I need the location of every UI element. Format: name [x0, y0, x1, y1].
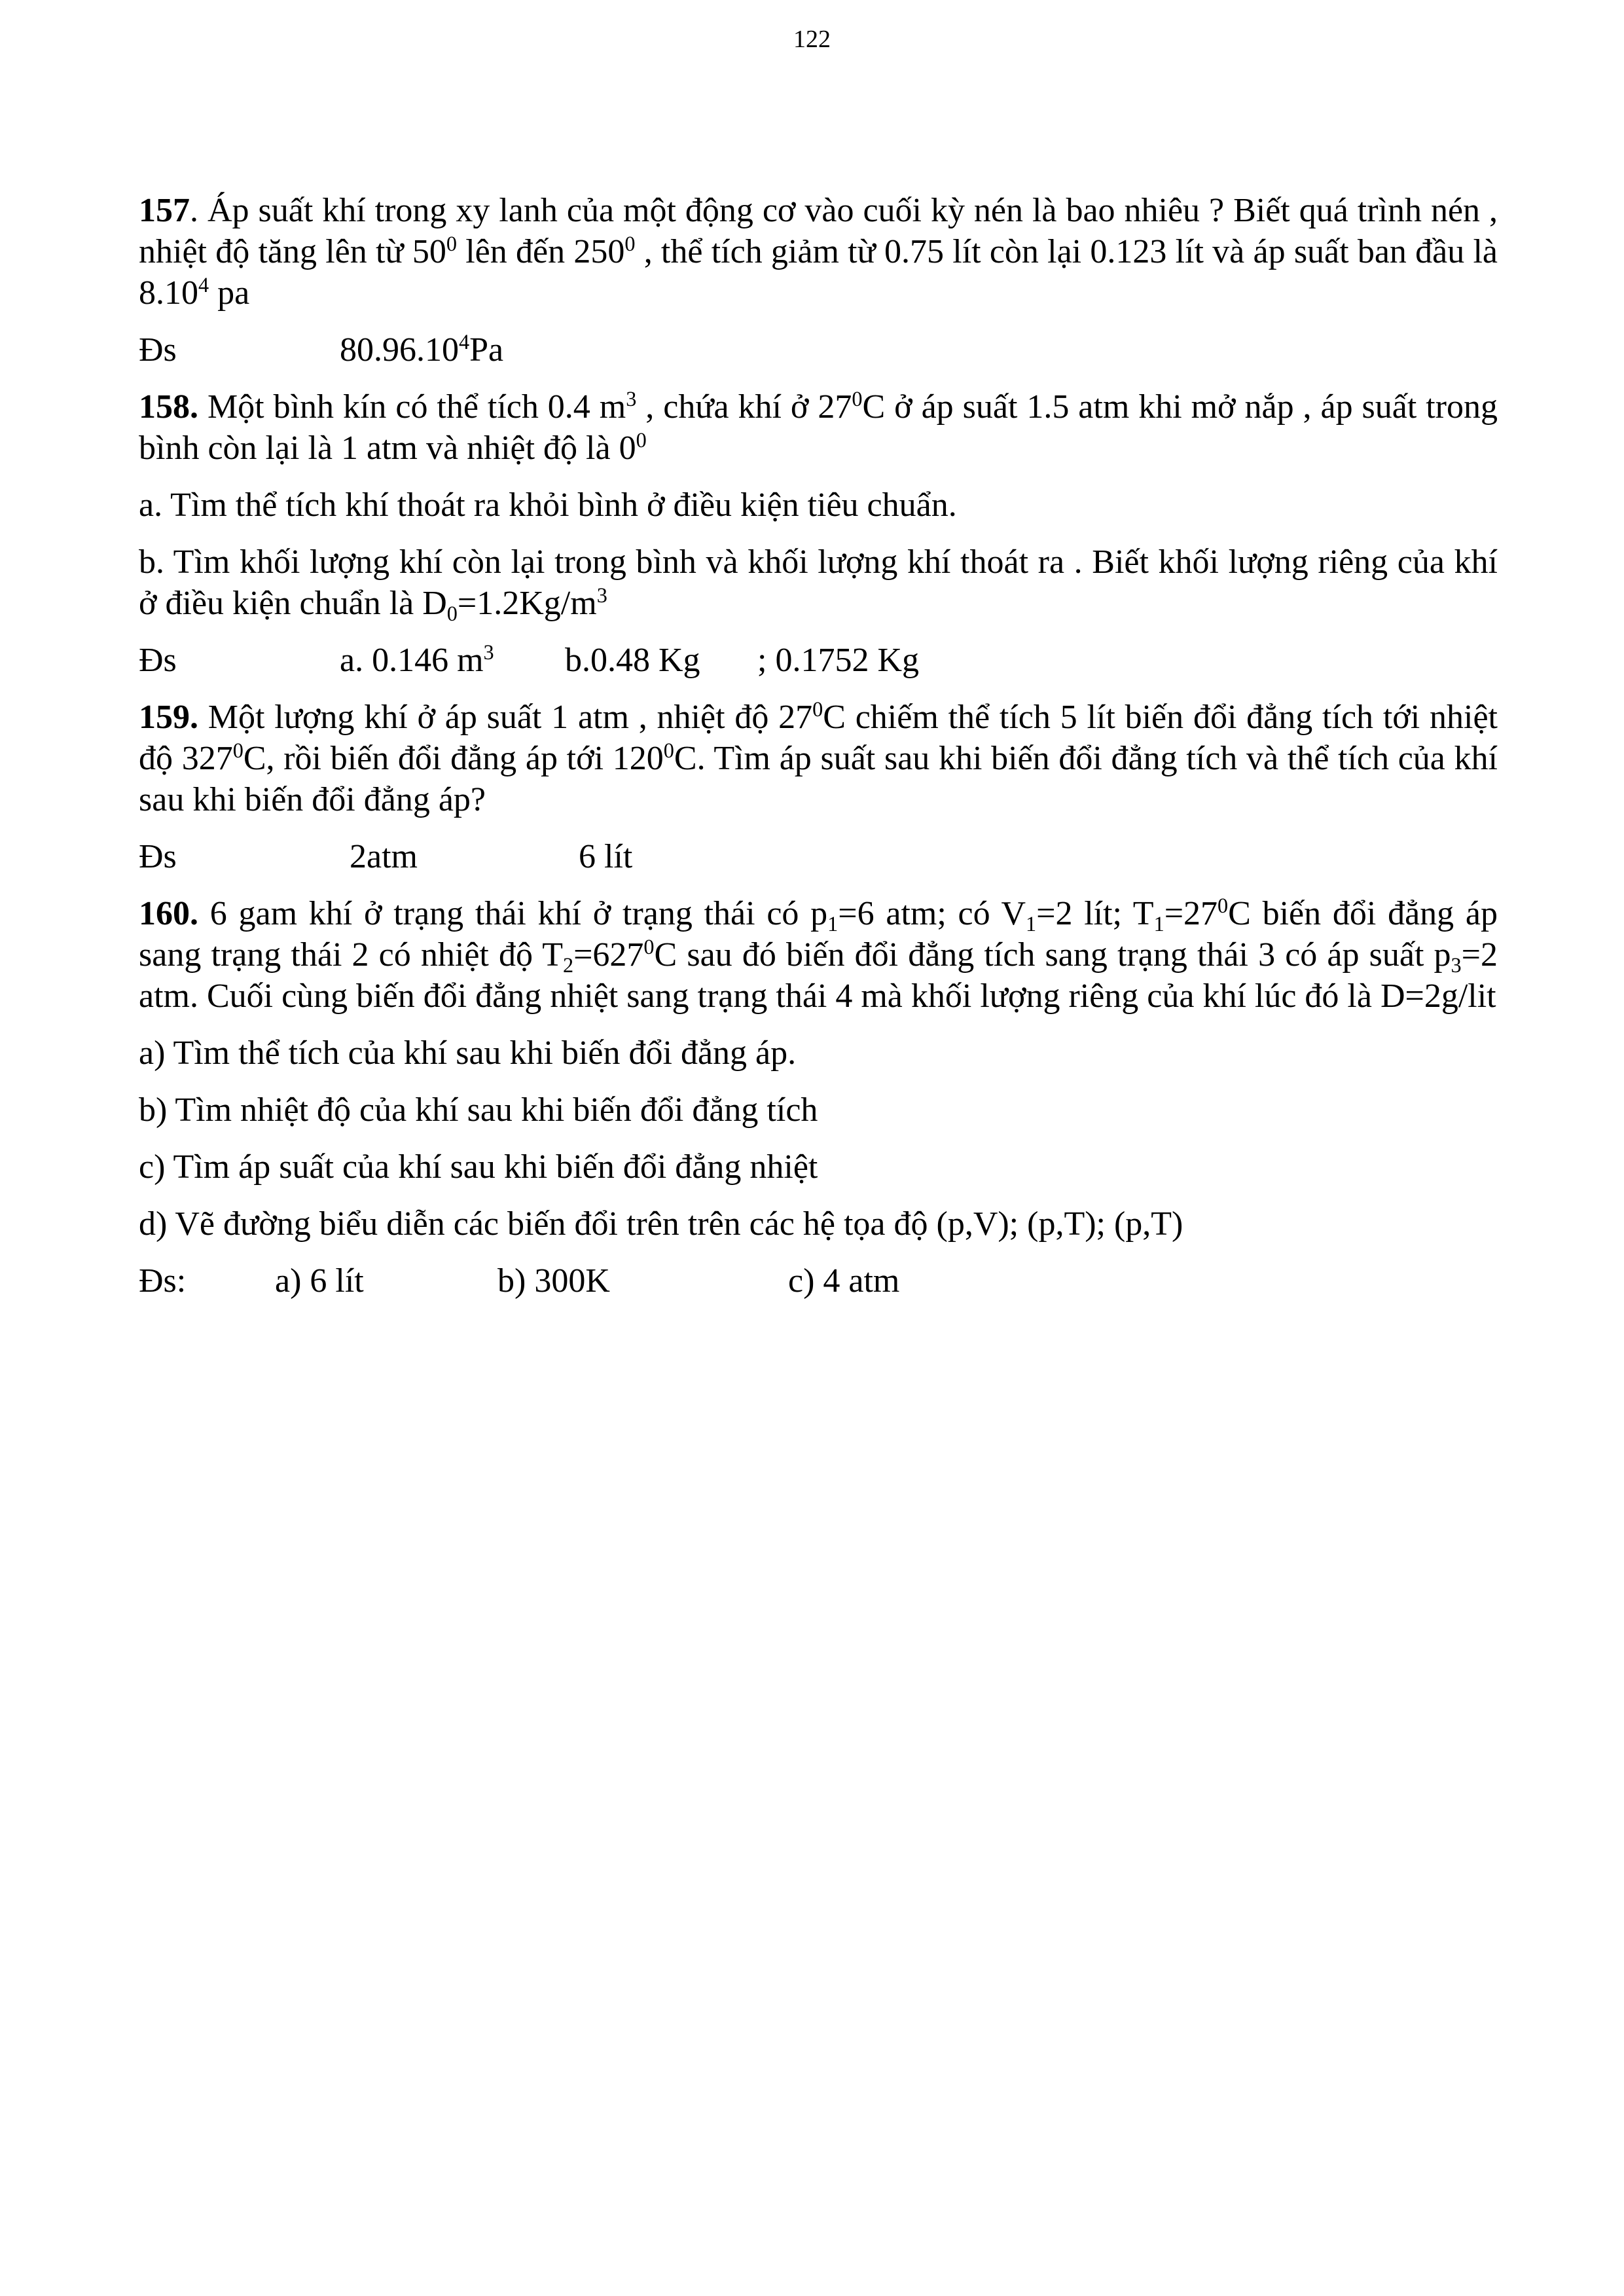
answer-value-b: b) 300K	[497, 1262, 610, 1300]
problem-159: 159. Một lượng khí ở áp suất 1 atm , nhiệt độ $27^0C$ chiếm thể tích 5 lít biến đổi đẳng tích tới nhiệt độ $327^0C$, rồi biến đổi đẳng áp tới $120^0C$. Tìm áp suất sau khi biến đổi đẳng tích và thể tích của khí sau khi biến đổi đẳng áp?	[139, 697, 1498, 818]
answer-value-a: a. 0.146 $m^3$	[340, 640, 494, 679]
answer-value-a: a) 6 lít	[275, 1262, 364, 1300]
answer-160	[139, 1260, 1498, 1302]
answer-157	[139, 329, 1498, 371]
document-body	[139, 190, 1498, 1317]
answer-label: Đs	[139, 838, 177, 875]
answer-value-a: 2atm	[350, 838, 418, 875]
answer-label: Đs:	[139, 1262, 187, 1300]
problem-157: 157. Áp suất khí trong xy lanh của một động cơ vào cuối kỳ nén là bao nhiêu ? Biết quá trình nén , nhiệt độ tăng lên từ $50^0$ lên đến $250^0$ , thể tích giảm từ 0.75 lít còn lại 0.123 lít và áp suất ban đầu là 8.10$^4$ pa	[139, 192, 1498, 312]
problem-160-part-a: a) Tìm thể tích của khí sau khi biến đổi đẳng áp.	[139, 1034, 797, 1072]
problem-160-part-b: b) Tìm nhiệt độ của khí sau khi biến đổi đẳng tích	[139, 1091, 818, 1129]
problem-number: 157	[139, 192, 190, 229]
problem-158: 158. Một bình kín có thể tích 0.4 $m^3$ , chứa khí ở $27^0C$ ở áp suất 1.5 atm khi mở nắp , áp suất trong bình còn lại là 1 atm và nhiệt độ là $0^0$	[139, 387, 1498, 467]
answer-value-c: c) 4 atm	[788, 1262, 900, 1300]
answer-value: 80.96.10$^4$Pa	[340, 330, 504, 369]
answer-158	[139, 640, 1498, 681]
problem-160-part-d: d) Vẽ đường biểu diễn các biến đổi trên trên các hệ tọa độ (p,V); (p,T); (p,T)	[139, 1205, 1183, 1243]
problem-number: 158.	[139, 388, 198, 426]
answer-label: Đs	[139, 642, 177, 679]
problem-160-part-c: c) Tìm áp suất của khí sau khi biến đổi đẳng nhiệt	[139, 1148, 818, 1186]
answer-label: Đs	[139, 331, 177, 369]
problem-number: 160.	[139, 895, 198, 932]
problem-160: 160. 6 gam khí ở trạng thái khí ở trạng thái có $p_1=6$ atm; có $V_1=2$ lít; $T_1=27^0C$ biến đổi đẳng áp sang trạng thái 2 có nhiệt độ $T_2=627^0C$ sau đó biến đổi đẳng tích sang trạng thái 3 có áp suất $p_3=2$ atm. Cuối cùng biến đổi đẳng nhiệt sang trạng thái 4 mà khối lượng riêng của khí lúc đó là D=2g/lit	[139, 894, 1498, 1015]
problem-158-part-b: b. Tìm khối lượng khí còn lại trong bình và khối lượng khí thoát ra . Biết khối lượng riêng của khí ở điều kiện chuẩn là $D_0=1.2Kg/m^3$	[139, 543, 1498, 625]
answer-value-b: b.0.48 Kg	[565, 642, 700, 679]
answer-value-b: 6 lít	[579, 838, 633, 875]
problem-number: 159.	[139, 699, 198, 736]
answer-159	[139, 836, 1498, 877]
problem-158-part-a: a. Tìm thể tích khí thoát ra khỏi bình ở điều kiện tiêu chuẩn.	[139, 486, 957, 524]
page-number: 122	[793, 26, 831, 53]
answer-value-c: ; 0.1752 Kg	[757, 642, 919, 679]
